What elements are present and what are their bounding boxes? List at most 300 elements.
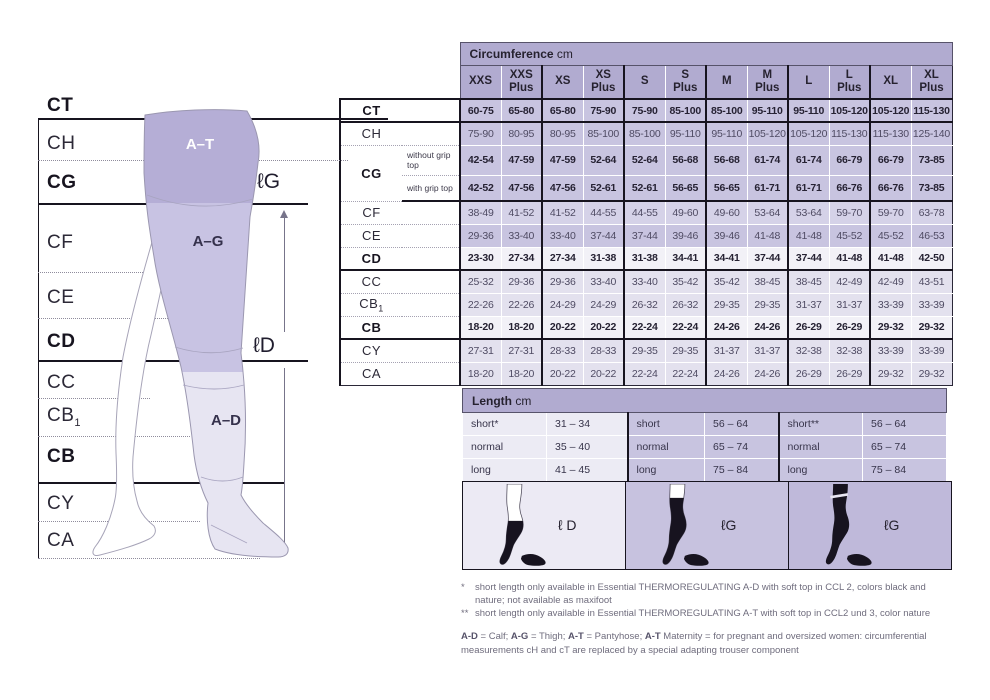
length-table xyxy=(462,388,947,482)
circ-cell: 85-100 xyxy=(624,122,665,145)
diagram-label-text: CY xyxy=(47,493,75,514)
diagram-label-text: CB xyxy=(47,446,76,467)
circ-cell: 29-35 xyxy=(706,293,747,316)
circ-cell: 26-29 xyxy=(829,316,870,339)
circ-cell: 33-40 xyxy=(501,224,542,247)
circ-cell: 49-60 xyxy=(706,201,747,224)
circ-cell: 66-76 xyxy=(870,175,911,201)
circ-cell: 22-24 xyxy=(624,316,665,339)
circ-cell: 39-46 xyxy=(665,224,706,247)
circ-cell: 26-32 xyxy=(665,293,706,316)
circ-cell: 42-54 xyxy=(460,145,501,175)
diagram-label-cd xyxy=(47,332,75,351)
circ-cell: 23-30 xyxy=(460,247,501,270)
leg-illustration xyxy=(75,95,315,565)
length-value: 56 – 64 xyxy=(863,413,947,436)
size-col-header xyxy=(747,66,788,100)
circ-cell: 95-110 xyxy=(747,99,788,122)
diagram-label-ca xyxy=(47,531,74,550)
length-row xyxy=(463,413,947,436)
circ-cell: 65-80 xyxy=(501,99,542,122)
circ-cell: 26-29 xyxy=(788,316,829,339)
row-note: without grip top xyxy=(402,145,460,175)
size-col-header xyxy=(788,66,829,100)
circ-cell: 24-26 xyxy=(706,362,747,385)
circ-cell: 115-130 xyxy=(870,122,911,145)
circ-cell: 28-33 xyxy=(542,339,583,362)
row-label-text: CE xyxy=(361,228,382,243)
row-note: with grip top xyxy=(402,175,460,201)
size-line1: XS xyxy=(555,75,571,88)
circ-cell: 43-51 xyxy=(911,270,952,293)
row-label xyxy=(340,145,402,201)
circ-cell: 39-46 xyxy=(706,224,747,247)
thigh-high-silhouette xyxy=(648,484,713,567)
circ-cell: 31-37 xyxy=(706,339,747,362)
circ-cell: 24-26 xyxy=(706,316,747,339)
size-line2: Plus xyxy=(509,82,534,94)
length-title: Length xyxy=(472,393,512,408)
circ-cell: 75-90 xyxy=(583,99,624,122)
size-col-header xyxy=(542,66,583,100)
circ-cell: 44-55 xyxy=(624,201,665,224)
circ-cell: 56-68 xyxy=(706,145,747,175)
circ-cell: 115-130 xyxy=(829,122,870,145)
circ-cell: 85-100 xyxy=(665,99,706,122)
circ-cell: 22-24 xyxy=(624,362,665,385)
circ-cell: 73-85 xyxy=(911,145,952,175)
row-note xyxy=(402,201,460,224)
size-line1: XL xyxy=(924,68,939,81)
diagram-label-cc xyxy=(47,373,75,392)
circ-cell: 46-53 xyxy=(911,224,952,247)
size-col-header xyxy=(583,66,624,100)
circ-cell: 41-48 xyxy=(870,247,911,270)
footnote-1 xyxy=(461,581,948,607)
circ-cell: 20-22 xyxy=(583,316,624,339)
row-note xyxy=(402,99,460,122)
footnote-2 xyxy=(461,607,948,620)
length-value: 65 – 74 xyxy=(705,436,779,459)
circ-cell: 63-78 xyxy=(911,201,952,224)
length-label: normal xyxy=(628,436,705,459)
footnotes xyxy=(461,581,948,620)
circ-cell: 61-74 xyxy=(788,145,829,175)
circ-cell: 52-61 xyxy=(624,175,665,201)
circ-cell: 95-110 xyxy=(665,122,706,145)
row-label-text: CB xyxy=(361,319,382,335)
size-col-header xyxy=(665,66,706,100)
circ-cell: 20-22 xyxy=(583,362,624,385)
circ-cell: 52-64 xyxy=(583,145,624,175)
circ-cell: 18-20 xyxy=(460,362,501,385)
row-label-text: CB xyxy=(359,295,379,311)
zone-label-calf: A–D xyxy=(210,412,241,429)
legend-abbreviation: A-T xyxy=(644,631,661,642)
zone-label-thigh: A–G xyxy=(192,233,224,250)
circ-cell: 47-56 xyxy=(542,175,583,201)
diagram-label-text: CH xyxy=(47,133,76,154)
size-line1: XS xyxy=(595,68,611,81)
row-label-text: CA xyxy=(361,366,382,381)
circ-cell: 38-49 xyxy=(460,201,501,224)
circ-cell: 31-37 xyxy=(829,293,870,316)
size-line1: M xyxy=(721,75,732,88)
circ-cell: 38-45 xyxy=(747,270,788,293)
length-label: normal xyxy=(463,436,547,459)
circ-cell: 37-44 xyxy=(583,224,624,247)
circ-cell: 20-22 xyxy=(542,316,583,339)
circ-cell: 33-39 xyxy=(870,339,911,362)
circ-cell: 53-64 xyxy=(747,201,788,224)
panel-thigh-high-grip-top xyxy=(788,482,951,569)
circ-cell: 24-29 xyxy=(583,293,624,316)
circ-cell: 59-70 xyxy=(829,201,870,224)
circ-cell: 125-140 xyxy=(911,122,952,145)
circ-cell: 29-36 xyxy=(501,270,542,293)
table-row xyxy=(340,175,952,201)
table-row xyxy=(340,316,952,339)
circ-cell: 75-90 xyxy=(460,122,501,145)
grip-top-silhouette xyxy=(811,484,876,567)
row-note xyxy=(402,247,460,270)
circ-cell: 105-120 xyxy=(788,122,829,145)
diagram-label-text: CC xyxy=(47,372,76,393)
row-note xyxy=(402,224,460,247)
circ-cell: 42-50 xyxy=(911,247,952,270)
circ-cell: 52-64 xyxy=(624,145,665,175)
length-unit: cm xyxy=(515,393,532,408)
length-label: short* xyxy=(463,413,547,436)
size-line1: XXS xyxy=(509,68,533,81)
circ-cell: 42-49 xyxy=(829,270,870,293)
circ-cell: 29-32 xyxy=(870,316,911,339)
size-line1: L xyxy=(805,75,813,88)
size-col-header xyxy=(624,66,665,100)
size-col-header xyxy=(706,66,747,100)
circ-cell: 33-39 xyxy=(870,293,911,316)
size-line1: M xyxy=(762,68,773,81)
circ-cell: 31-37 xyxy=(788,293,829,316)
length-row xyxy=(463,436,947,459)
product-style-strip xyxy=(462,481,952,570)
circ-cell: 61-71 xyxy=(747,175,788,201)
circ-cell: 38-45 xyxy=(788,270,829,293)
thigh-zone xyxy=(75,203,315,372)
footnote-2-text: short length only available in Essential THERMOREGULATING A-T with soft top in CCL2 und 3, color nature xyxy=(475,608,931,620)
circ-cell: 41-52 xyxy=(501,201,542,224)
circ-cell: 29-36 xyxy=(542,270,583,293)
size-line2: Plus xyxy=(591,82,616,94)
circ-cell: 24-29 xyxy=(542,293,583,316)
circ-cell: 29-35 xyxy=(624,339,665,362)
length-value: 56 – 64 xyxy=(705,413,779,436)
zone-label-pantyhose: A–T xyxy=(185,136,215,153)
circ-cell: 45-52 xyxy=(870,224,911,247)
circ-cell: 41-48 xyxy=(788,224,829,247)
table-row xyxy=(340,224,952,247)
circ-cell: 33-39 xyxy=(911,293,952,316)
circ-cell: 53-64 xyxy=(788,201,829,224)
circ-cell: 18-20 xyxy=(501,362,542,385)
footnote-1-marker: * xyxy=(461,582,465,593)
circ-cell: 34-41 xyxy=(665,247,706,270)
circ-cell: 27-31 xyxy=(460,339,501,362)
footnote-2-marker: ** xyxy=(461,608,469,620)
row-note xyxy=(402,316,460,339)
circ-cell: 56-68 xyxy=(665,145,706,175)
diagram-label-cb1 xyxy=(47,406,81,429)
circ-cell: 41-48 xyxy=(829,247,870,270)
row-note xyxy=(402,362,460,385)
circumference-title: Circumference xyxy=(469,47,554,61)
diagram-label-ch xyxy=(47,134,75,153)
circ-cell: 44-55 xyxy=(583,201,624,224)
size-line2: Plus xyxy=(837,82,862,94)
table-row xyxy=(340,145,952,175)
table-row xyxy=(340,362,952,385)
length-value: 65 – 74 xyxy=(863,436,947,459)
table-row xyxy=(340,201,952,224)
diagram-label-cb xyxy=(47,447,75,466)
size-col-header xyxy=(460,66,501,100)
legend-text: = Calf; xyxy=(477,631,511,642)
circumference-header xyxy=(460,43,952,66)
circ-cell: 85-100 xyxy=(583,122,624,145)
circ-cell: 105-120 xyxy=(747,122,788,145)
row-label-text: CT xyxy=(362,103,381,118)
table-row xyxy=(340,247,952,270)
circ-cell: 31-38 xyxy=(624,247,665,270)
circ-cell: 42-52 xyxy=(460,175,501,201)
table-row xyxy=(340,122,952,145)
circ-cell: 115-130 xyxy=(911,99,952,122)
circ-cell: 80-95 xyxy=(542,122,583,145)
circ-cell: 41-48 xyxy=(747,224,788,247)
size-line1: S xyxy=(640,75,649,88)
row-label-text: CD xyxy=(361,250,382,266)
size-col-header xyxy=(501,66,542,100)
circ-cell: 24-26 xyxy=(747,362,788,385)
circ-cell: 37-44 xyxy=(747,247,788,270)
circ-cell: 26-29 xyxy=(788,362,829,385)
row-note xyxy=(402,270,460,293)
table-row xyxy=(340,339,952,362)
circ-cell: 52-61 xyxy=(583,175,624,201)
circ-cell: 33-39 xyxy=(911,339,952,362)
circ-cell: 73-85 xyxy=(911,175,952,201)
diagram-left-border xyxy=(38,118,39,558)
circ-cell: 22-26 xyxy=(460,293,501,316)
row-label xyxy=(340,293,402,316)
leg-measurement-diagram xyxy=(0,0,340,600)
row-label xyxy=(340,201,402,224)
length-label: short xyxy=(628,413,705,436)
diagram-label-text: CF xyxy=(47,232,74,253)
circumference-unit: cm xyxy=(556,47,573,61)
row-label-text: CH xyxy=(361,126,382,142)
row-label xyxy=(340,316,402,339)
circ-cell: 29-35 xyxy=(747,293,788,316)
row-label-text: CG xyxy=(361,165,382,181)
circ-cell: 47-59 xyxy=(501,145,542,175)
length-value: 75 – 84 xyxy=(705,459,779,482)
size-col-header xyxy=(829,66,870,100)
row-label xyxy=(340,339,402,362)
circ-cell: 41-52 xyxy=(542,201,583,224)
circ-cell: 27-34 xyxy=(542,247,583,270)
circ-cell: 45-52 xyxy=(829,224,870,247)
circ-cell: 34-41 xyxy=(706,247,747,270)
panel-knee-high xyxy=(463,482,625,569)
row-note xyxy=(402,293,460,316)
size-line1: XL xyxy=(883,75,899,88)
circ-cell: 56-65 xyxy=(706,175,747,201)
diagram-label-text: CD xyxy=(47,331,76,352)
row-label xyxy=(340,270,402,293)
legend-text: = Pantyhose; xyxy=(583,631,645,642)
circ-cell: 85-100 xyxy=(706,99,747,122)
circ-cell: 29-36 xyxy=(460,224,501,247)
circ-cell: 33-40 xyxy=(583,270,624,293)
diagram-label-cf xyxy=(47,233,73,252)
diagram-label-subscript: 1 xyxy=(74,416,82,429)
circ-cell: 18-20 xyxy=(501,316,542,339)
circ-cell: 61-71 xyxy=(788,175,829,201)
circ-cell: 20-22 xyxy=(542,362,583,385)
row-label-text: CY xyxy=(361,343,382,359)
circ-cell: 31-38 xyxy=(583,247,624,270)
circ-cell: 25-32 xyxy=(460,270,501,293)
length-label: long xyxy=(463,459,547,482)
circ-cell: 95-110 xyxy=(788,99,829,122)
size-line2: Plus xyxy=(673,82,698,94)
circ-cell: 65-80 xyxy=(542,99,583,122)
length-value: 75 – 84 xyxy=(863,459,947,482)
size-line1: S xyxy=(681,68,690,81)
circ-cell: 66-79 xyxy=(870,145,911,175)
length-row xyxy=(463,459,947,482)
size-line2: Plus xyxy=(755,82,780,94)
circ-cell: 80-95 xyxy=(501,122,542,145)
length-g-label: ℓG xyxy=(257,170,281,193)
legend-text: = Thigh; xyxy=(528,631,569,642)
circ-cell: 29-35 xyxy=(665,339,706,362)
circ-cell: 42-49 xyxy=(870,270,911,293)
circ-cell: 31-37 xyxy=(747,339,788,362)
circ-cell: 32-38 xyxy=(788,339,829,362)
legend-text: Maternity = for pregnant and oversized women: circumferential measurements cH and cT are replaced by a special adapting trouser component xyxy=(461,631,927,656)
diagram-label-text: CG xyxy=(47,172,77,193)
circ-cell: 32-38 xyxy=(829,339,870,362)
row-note xyxy=(402,122,460,145)
circ-cell: 66-76 xyxy=(829,175,870,201)
circ-cell: 29-32 xyxy=(870,362,911,385)
diagram-label-text: CT xyxy=(47,95,74,116)
size-line2: Plus xyxy=(919,82,944,94)
row-label xyxy=(340,122,402,145)
row-label-text: CF xyxy=(362,205,381,220)
panel-length-label: ℓ D xyxy=(558,517,577,533)
length-label: normal xyxy=(779,436,863,459)
length-d-label: ℓD xyxy=(253,334,275,357)
circ-cell: 59-70 xyxy=(870,201,911,224)
size-line1: L xyxy=(845,68,853,81)
row-label xyxy=(340,247,402,270)
circumference-table xyxy=(339,42,953,386)
diagram-label-text: CA xyxy=(47,530,75,551)
row-label-text: CC xyxy=(361,274,382,290)
size-line1: XXS xyxy=(468,75,492,88)
length-header xyxy=(463,389,947,413)
length-label: long xyxy=(628,459,705,482)
circ-cell: 95-110 xyxy=(706,122,747,145)
table-corner-blank xyxy=(340,43,460,100)
table-row xyxy=(340,270,952,293)
circ-cell: 61-74 xyxy=(747,145,788,175)
circ-cell: 35-42 xyxy=(665,270,706,293)
size-col-header xyxy=(870,66,911,100)
length-label: short** xyxy=(779,413,863,436)
circ-cell: 35-42 xyxy=(706,270,747,293)
circ-cell: 33-40 xyxy=(624,270,665,293)
diagram-label-ce xyxy=(47,288,74,307)
legend-abbreviation: A-G xyxy=(510,631,529,642)
circ-cell: 29-32 xyxy=(911,316,952,339)
footnote-1-text: short length only available in Essential THERMOREGULATING A-D with soft top in CCL 2, colors black and nature; not available as maxifoot xyxy=(475,582,926,607)
circ-cell: 47-56 xyxy=(501,175,542,201)
circ-cell: 29-32 xyxy=(911,362,952,385)
panel-thigh-high xyxy=(625,482,788,569)
row-note xyxy=(402,339,460,362)
circ-cell: 22-24 xyxy=(665,316,706,339)
circ-cell: 27-34 xyxy=(501,247,542,270)
circ-cell: 105-120 xyxy=(829,99,870,122)
size-col-header xyxy=(911,66,952,100)
abbreviation-legend xyxy=(461,630,931,658)
legend-abbreviation: A-T xyxy=(568,631,584,642)
knee-high-silhouette xyxy=(485,484,550,567)
circ-cell: 47-59 xyxy=(542,145,583,175)
circ-cell: 60-75 xyxy=(460,99,501,122)
row-label xyxy=(340,224,402,247)
diagram-label-ct xyxy=(47,96,73,115)
circ-cell: 33-40 xyxy=(542,224,583,247)
panel-length-label: ℓG xyxy=(884,517,900,533)
circ-cell: 66-79 xyxy=(829,145,870,175)
circ-cell: 75-90 xyxy=(624,99,665,122)
circ-cell: 26-29 xyxy=(829,362,870,385)
circ-cell: 26-32 xyxy=(624,293,665,316)
diagram-label-text: CE xyxy=(47,287,75,308)
circ-cell: 27-31 xyxy=(501,339,542,362)
circ-cell: 37-44 xyxy=(624,224,665,247)
row-label-subscript: 1 xyxy=(378,303,384,314)
length-label: long xyxy=(779,459,863,482)
circ-cell: 28-33 xyxy=(583,339,624,362)
table-row xyxy=(340,293,952,316)
circ-cell: 18-20 xyxy=(460,316,501,339)
row-label xyxy=(340,362,402,385)
circ-cell: 56-65 xyxy=(665,175,706,201)
circ-cell: 37-44 xyxy=(788,247,829,270)
length-value: 31 – 34 xyxy=(547,413,628,436)
diagram-label-cg xyxy=(47,173,77,192)
circ-cell: 24-26 xyxy=(747,316,788,339)
length-value: 41 – 45 xyxy=(547,459,628,482)
circ-cell: 22-24 xyxy=(665,362,706,385)
circ-cell: 105-120 xyxy=(870,99,911,122)
